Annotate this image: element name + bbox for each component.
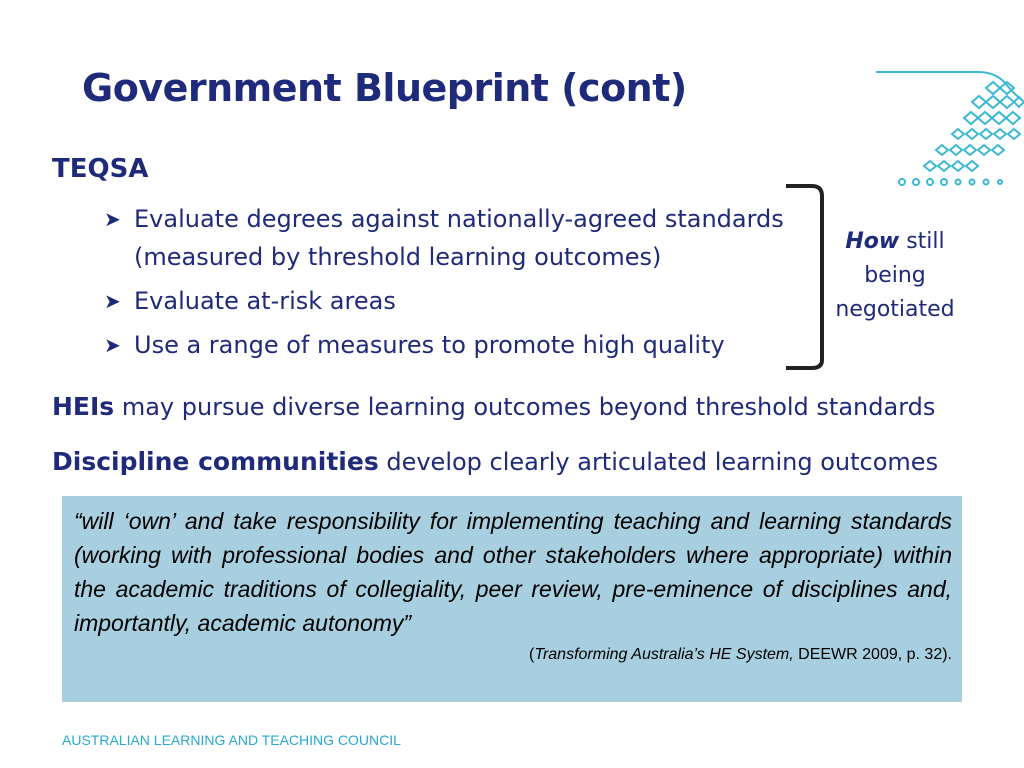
discipline-label: Discipline communities <box>52 447 379 476</box>
page-title: Government Blueprint (cont) <box>82 66 687 110</box>
note-text: still <box>906 229 945 254</box>
discipline-text: develop clearly articulated learning outcomes <box>386 448 939 476</box>
citation-title: Transforming Australia’s HE System, <box>534 646 794 663</box>
footer-organization: AUSTRALIAN LEARNING AND TEACHING COUNCIL <box>62 732 401 748</box>
arrow-bullet-icon: ➤ <box>104 289 121 313</box>
citation <box>74 646 952 664</box>
list-item <box>104 282 804 320</box>
arrow-bullet-icon: ➤ <box>104 333 121 357</box>
bullet-text: (measured by threshold learning outcomes) <box>134 243 662 271</box>
teqsa-heading: TEQSA <box>52 154 149 184</box>
citation-rest: DEEWR 2009, p. 32). <box>793 646 952 663</box>
negotiation-note <box>830 225 960 327</box>
bullet-text: Evaluate degrees against nationally-agreed standards <box>134 205 784 233</box>
heis-text: may pursue diverse learning outcomes beyond threshold standards <box>121 393 936 421</box>
right-brace-icon <box>782 184 832 374</box>
discipline-line <box>52 447 938 476</box>
note-emphasis: How <box>845 229 900 254</box>
arrow-bullet-icon: ➤ <box>104 207 121 231</box>
quote-text: “will ‘own’ and take responsibility for implementing teaching and learning standards (working with professional bodies and other stakeholders where appropriate) within the academic traditions of collegiality, peer review, pre-eminence of disciplines and, importantly, academic autonomy” <box>74 508 952 636</box>
citation-open: ( <box>529 646 535 663</box>
bullet-text: Use a range of measures to promote high quality <box>134 331 725 359</box>
bullet-text: Evaluate at-risk areas <box>134 287 396 315</box>
list-item <box>104 200 804 276</box>
note-text: being <box>864 263 926 288</box>
heis-line <box>52 392 935 421</box>
teqsa-bullet-list <box>104 200 804 370</box>
list-item <box>104 326 804 364</box>
note-text: negotiated <box>835 297 955 322</box>
wave-diamond-logo-icon <box>868 64 1024 194</box>
quote-box <box>62 496 962 702</box>
heis-label: HEIs <box>52 392 115 421</box>
